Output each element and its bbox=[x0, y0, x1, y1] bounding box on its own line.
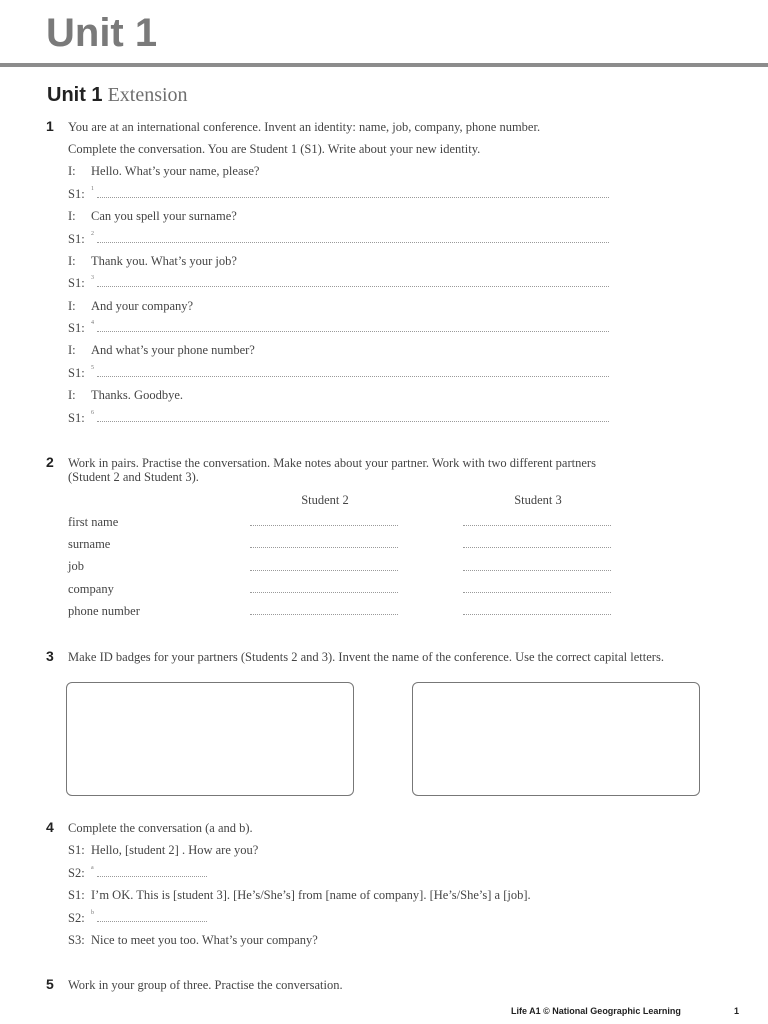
dialogue-speaker: S1: bbox=[68, 321, 85, 335]
answer-line-a[interactable] bbox=[97, 876, 207, 877]
dialogue-speaker: S1: bbox=[68, 411, 85, 425]
dialogue-speaker: S1: bbox=[68, 232, 85, 246]
column-header-student-3: Student 3 bbox=[514, 493, 562, 507]
unit-title: Unit 1 bbox=[46, 11, 158, 55]
exercise-4-instruction: Complete the conversation (a and b). bbox=[68, 821, 253, 835]
dialogue-line: And your company? bbox=[91, 299, 194, 313]
column-header-student-2: Student 2 bbox=[301, 493, 349, 507]
gap-letter: b bbox=[91, 910, 94, 916]
exercise-3-instruction: Make ID badges for your partners (Students 2 and 3). Invent the name of the conference. Use the correct capital letters. bbox=[68, 650, 664, 664]
exercise-1-number: 1 bbox=[46, 118, 54, 134]
dialogue-line: Hello. What’s your name, please? bbox=[91, 164, 260, 178]
answer-line-b[interactable] bbox=[97, 921, 207, 922]
header-rule bbox=[0, 63, 768, 67]
dialogue-speaker: S1: bbox=[68, 187, 85, 201]
dialogue-speaker: I: bbox=[68, 343, 76, 357]
notes-field-student-2[interactable] bbox=[250, 525, 398, 526]
page-number: 1 bbox=[734, 1006, 740, 1016]
dialogue-line: And what’s your phone number? bbox=[91, 343, 255, 357]
dialogue-line: Can you spell your surname? bbox=[91, 209, 237, 223]
dialogue-speaker: S1: bbox=[68, 888, 85, 902]
answer-line-2[interactable] bbox=[97, 242, 609, 243]
notes-field-student-2[interactable] bbox=[250, 570, 398, 571]
notes-field-student-3[interactable] bbox=[463, 547, 611, 548]
exercise-2-instruction-line2: (Student 2 and Student 3). bbox=[68, 470, 199, 484]
dialogue-line: Hello, [student 2] . How are you? bbox=[91, 843, 259, 857]
notes-row-label: first name bbox=[68, 515, 119, 529]
answer-line-1[interactable] bbox=[97, 197, 609, 198]
notes-field-student-3[interactable] bbox=[463, 614, 611, 615]
dialogue-line: Nice to meet you too. What’s your company? bbox=[91, 933, 318, 947]
dialogue-speaker: S1: bbox=[68, 366, 85, 380]
dialogue-speaker: S2: bbox=[68, 866, 85, 880]
footer-credit: Life A1 © National Geographic Learning bbox=[511, 1006, 681, 1016]
notes-row-label: company bbox=[68, 582, 114, 596]
dialogue-speaker: I: bbox=[68, 254, 76, 268]
gap-number: 2 bbox=[91, 231, 94, 237]
notes-row-label: phone number bbox=[68, 604, 140, 618]
dialogue-speaker: I: bbox=[68, 299, 76, 313]
dialogue-speaker: S1: bbox=[68, 843, 85, 857]
dialogue-line: I’m OK. This is [student 3]. [He’s/She’s] from [name of company]. [He’s/She’s] a [job]. bbox=[91, 888, 531, 902]
notes-field-student-2[interactable] bbox=[250, 592, 398, 593]
notes-field-student-2[interactable] bbox=[250, 614, 398, 615]
id-badge-box-student-3[interactable] bbox=[412, 682, 700, 796]
exercise-2-instruction-line1: Work in pairs. Practise the conversation. Make notes about your partner. Work with two different partners bbox=[68, 456, 596, 470]
exercise-5-number: 5 bbox=[46, 976, 54, 992]
extension-word: Extension bbox=[107, 84, 188, 106]
dialogue-speaker: S1: bbox=[68, 276, 85, 290]
answer-line-4[interactable] bbox=[97, 331, 609, 332]
exercise-4-number: 4 bbox=[46, 819, 54, 835]
dialogue-speaker: I: bbox=[68, 209, 76, 223]
extension-heading bbox=[47, 82, 188, 108]
answer-line-5[interactable] bbox=[97, 376, 609, 377]
answer-line-3[interactable] bbox=[97, 286, 609, 287]
exercise-2-number: 2 bbox=[46, 454, 54, 470]
notes-field-student-3[interactable] bbox=[463, 525, 611, 526]
dialogue-line: Thanks. Goodbye. bbox=[91, 388, 183, 402]
notes-row-label: job bbox=[68, 559, 84, 573]
gap-letter: a bbox=[91, 865, 94, 871]
gap-number: 6 bbox=[91, 410, 94, 416]
dialogue-speaker: S2: bbox=[68, 911, 85, 925]
notes-field-student-3[interactable] bbox=[463, 592, 611, 593]
gap-number: 3 bbox=[91, 275, 94, 281]
notes-field-student-3[interactable] bbox=[463, 570, 611, 571]
exercise-3-number: 3 bbox=[46, 648, 54, 664]
gap-number: 1 bbox=[91, 186, 94, 192]
exercise-5-instruction: Work in your group of three. Practise the conversation. bbox=[68, 978, 343, 992]
dialogue-line: Thank you. What’s your job? bbox=[91, 254, 237, 268]
dialogue-speaker: S3: bbox=[68, 933, 85, 947]
extension-unit-label: Unit 1 bbox=[47, 84, 103, 106]
id-badge-box-student-2[interactable] bbox=[66, 682, 354, 796]
gap-number: 4 bbox=[91, 320, 94, 326]
notes-row-label: surname bbox=[68, 537, 111, 551]
dialogue-speaker: I: bbox=[68, 388, 76, 402]
exercise-1-instruction-line2: Complete the conversation. You are Student 1 (S1). Write about your new identity. bbox=[68, 142, 481, 156]
dialogue-speaker: I: bbox=[68, 164, 76, 178]
answer-line-6[interactable] bbox=[97, 421, 609, 422]
exercise-1-instruction-line1: You are at an international conference. Invent an identity: name, job, company, phone number. bbox=[68, 120, 541, 134]
notes-field-student-2[interactable] bbox=[250, 547, 398, 548]
gap-number: 5 bbox=[91, 365, 94, 371]
